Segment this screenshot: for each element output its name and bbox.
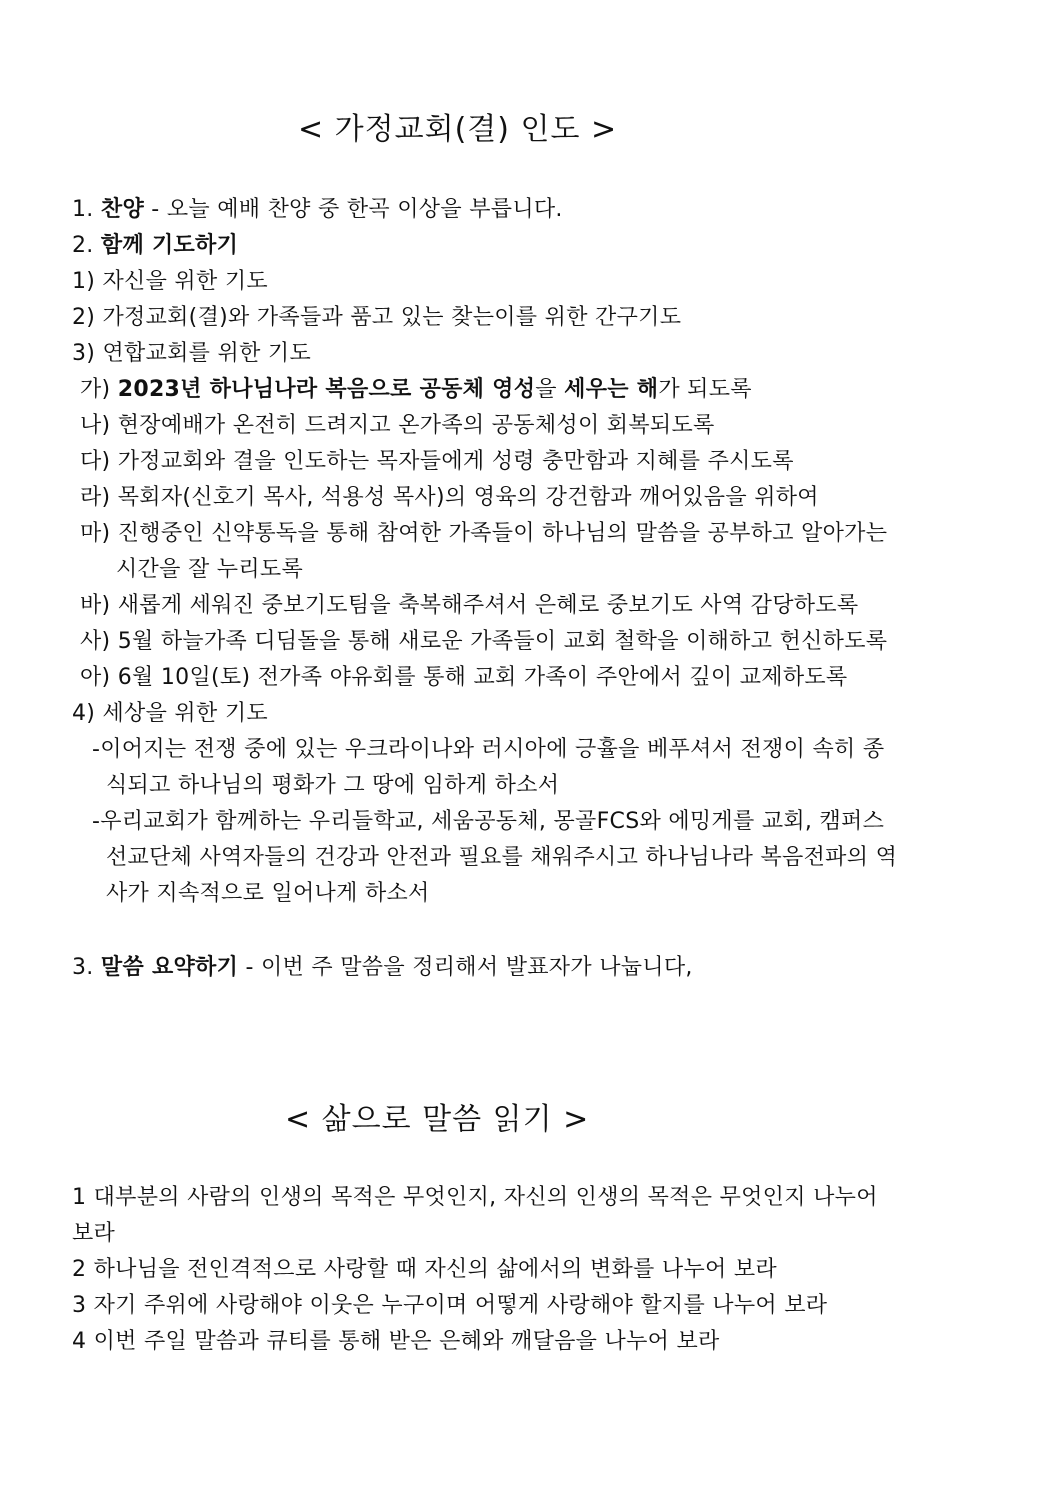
prayer-church-ra: 라) 목회자(신호기 목사, 석용성 목사)의 영육의 강건함과 깨어있음을 위하여 bbox=[80, 485, 819, 510]
item-heading: 함께 기도하기 bbox=[100, 233, 239, 258]
prayer-church-da: 다) 가정교회와 결을 인도하는 목자들에게 성령 충만함과 지혜를 주시도록 bbox=[80, 449, 794, 474]
text: 가 되도록 bbox=[658, 377, 752, 402]
prayer-church-aa: 아) 6월 10일(토) 전가족 야유회를 통해 교회 가족이 주안에서 깊이 교제하도록 bbox=[80, 665, 848, 690]
prayer-church-na: 나) 현장예배가 온전히 드려지고 온가족의 공동체성이 회복되도록 bbox=[80, 413, 715, 438]
question-2: 2 하나님을 전인격적으로 사랑할 때 자신의 삶에서의 변화를 나누어 보라 bbox=[72, 1257, 777, 1282]
question-1: 1 대부분의 사람의 인생의 목적은 무엇인지, 자신의 인생의 목적은 무엇인지 나누어 bbox=[72, 1185, 878, 1210]
item-text: - 오늘 예배 찬양 중 한곡 이상을 부릅니다. bbox=[144, 197, 563, 222]
prayer-church-ga bbox=[80, 372, 752, 408]
bold-text: 세우는 해 bbox=[564, 377, 659, 402]
question-3: 3 자기 주위에 사랑해야 이웃은 누구이며 어떻게 사랑해야 할지를 나누어 보라 bbox=[72, 1293, 828, 1318]
prayer-world-1-cont: 식되고 하나님의 평화가 그 땅에 임하게 하소서 bbox=[106, 773, 560, 798]
prayer-world: 4) 세상을 위한 기도 bbox=[72, 701, 268, 726]
prayer-family: 2) 가정교회(결)와 가족들과 품고 있는 찾는이를 위한 간구기도 bbox=[72, 305, 682, 330]
item-prayer bbox=[72, 228, 238, 264]
prayer-church-sa: 사) 5월 하늘가족 디딤돌을 통해 새로운 가족들이 교회 철학을 이해하고 헌신하도록 bbox=[80, 629, 888, 654]
question-4: 4 이번 주일 말씀과 큐티를 통해 받은 은혜와 깨달음을 나누어 보라 bbox=[72, 1329, 720, 1354]
item-number: 2. bbox=[72, 233, 94, 258]
item-heading: 말씀 요약하기 bbox=[100, 955, 239, 980]
prayer-church-ma: 마) 진행중인 신약통독을 통해 참여한 가족들이 하나님의 말씀을 공부하고 알아가는 bbox=[80, 521, 888, 546]
bold-text: 2023년 하나님나라 복음으로 공동체 영성 bbox=[117, 377, 536, 402]
prayer-church: 3) 연합교회를 위한 기도 bbox=[72, 341, 312, 366]
item-worship bbox=[72, 192, 563, 228]
prayer-world-2: -우리교회가 함께하는 우리들학교, 세움공동체, 몽골FCS와 에밍게를 교회, 캠퍼스 bbox=[92, 809, 885, 834]
list-label: 가) bbox=[80, 377, 118, 402]
section2-title: < 삶으로 말씀 읽기 > bbox=[285, 1102, 590, 1137]
section1-title: < 가정교회(결) 인도 > bbox=[298, 112, 618, 147]
prayer-world-2-cont: 선교단체 사역자들의 건강과 안전과 필요를 채워주시고 하나님나라 복음전파의 역 bbox=[106, 845, 898, 870]
text: 을 bbox=[535, 377, 565, 402]
item-summary bbox=[72, 950, 693, 986]
question-1-cont: 보라 bbox=[72, 1221, 116, 1246]
item-heading: 찬양 bbox=[100, 197, 144, 222]
item-number: 1. bbox=[72, 197, 94, 222]
item-text: - 이번 주 말씀을 정리해서 발표자가 나눕니다, bbox=[238, 955, 693, 980]
item-number: 3. bbox=[72, 955, 94, 980]
prayer-world-1: -이어지는 전쟁 중에 있는 우크라이나와 러시아에 긍휼을 베푸셔서 전쟁이 속히 종 bbox=[92, 737, 885, 762]
prayer-church-ba: 바) 새롭게 세워진 중보기도팀을 축복해주셔서 은혜로 중보기도 사역 감당하도록 bbox=[80, 593, 859, 618]
prayer-self: 1) 자신을 위한 기도 bbox=[72, 269, 268, 294]
prayer-world-2-cont2: 사가 지속적으로 일어나게 하소서 bbox=[106, 881, 430, 906]
prayer-church-ma-cont: 시간을 잘 누리도록 bbox=[116, 557, 304, 582]
